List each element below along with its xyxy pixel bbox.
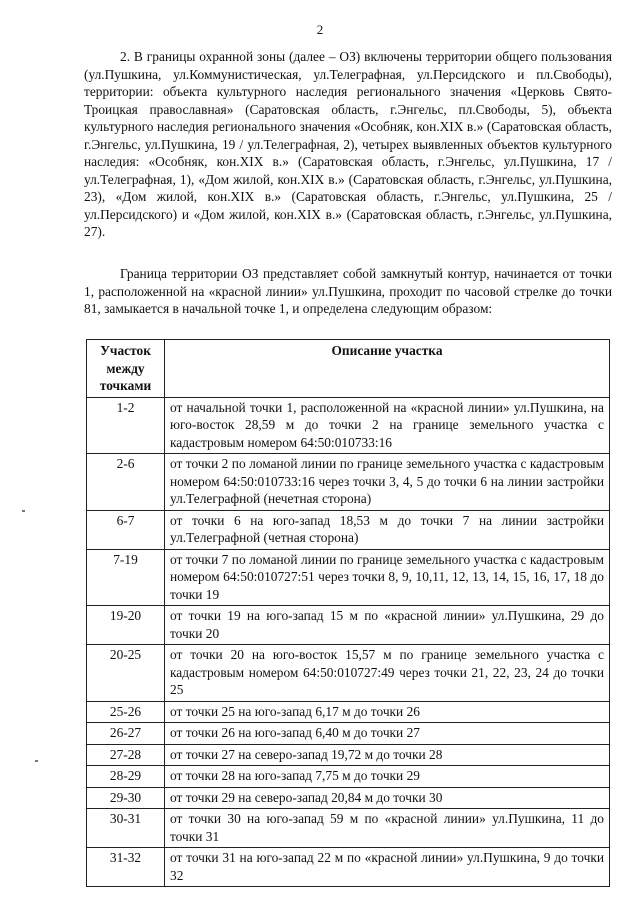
description-cell: от точки 7 по ломаной линии по границе земельного участка с кадастровым номером 64:50:010727:51 через точки 8, 9, 10,11, 12, 13, 14, 15, 16, 17, 18 до точки 19: [165, 549, 610, 606]
table-row: [87, 606, 610, 645]
segment-cell: 2-6: [87, 454, 165, 511]
table-row: [87, 723, 610, 745]
description-cell: от точки 19 на юго-запад 15 м по «красной линии» ул.Пушкина, 29 до точки 20: [165, 606, 610, 645]
paragraph-boundaries: 2. В границы охранной зоны (далее – ОЗ) включены территории общего пользования (ул.Пушкина, ул.Коммунистическая, ул.Телеграфная, ул.Персидского и пл.Свободы), территории: объекта культурного наследия регионального значения «Церковь Свято-Троицкая православная» (Саратовская область, г.Энгельс, пл.Свободы, 5), объекта культурного наследия регионального значения «Особняк, кон.XIX в.» (Саратовская область, г.Энгельс, ул.Пушкина, 19 / ул.Телеграфная, 2), четырех выявленных объектов культурного наследия: «Особняк, кон.XIX в.» (Саратовская область, г.Энгельс, ул.Пушкина, 17 / ул.Телеграфная, 1), «Дом жилой, кон.XIX в.» (Саратовская область, г.Энгельс, ул.Пушкина, 23), «Дом жилой, кон.XIX в.» (Саратовская область, г.Энгельс, ул.Пушкина, 25 / ул.Персидского) и «Дом жилой, кон.XIX в.» (Саратовская область, г.Энгельс, ул.Пушкина, 27).: [84, 49, 612, 239]
segment-cell: 6-7: [87, 510, 165, 549]
sections-table: [86, 339, 610, 887]
description-cell: от точки 20 на юго-восток 15,57 м по границе земельного участка с кадастровым номером 64:50:010727:49 через точки 21, 22, 23, 24 до точки 25: [165, 645, 610, 702]
table-row: [87, 510, 610, 549]
scan-mark: [35, 760, 38, 762]
description-cell: от точки 25 на юго-запад 6,17 м до точки 26: [165, 701, 610, 723]
segment-cell: 20-25: [87, 645, 165, 702]
page-number: 2: [316, 22, 324, 37]
description-cell: от точки 2 по ломаной линии по границе земельного участка с кадастровым номером 64:50:010733:16 через точки 3, 4, 5 до точки 6 на линии застройки ул.Телеграфной (нечетная сторона): [165, 454, 610, 511]
table-row: [87, 454, 610, 511]
description-cell: от точки 6 на юго-запад 18,53 м до точки 7 на линии застройки ул.Телеграфной (четная сторона): [165, 510, 610, 549]
table-row: [87, 848, 610, 887]
segment-cell: 28-29: [87, 766, 165, 788]
header-segment: Участок между точками: [87, 340, 165, 398]
description-cell: от точки 27 на северо-запад 19,72 м до точки 28: [165, 744, 610, 766]
segment-cell: 27-28: [87, 744, 165, 766]
description-cell: от точки 31 на юго-запад 22 м по «красной линии» ул.Пушкина, 9 до точки 32: [165, 848, 610, 887]
table-row: [87, 787, 610, 809]
segment-cell: 31-32: [87, 848, 165, 887]
segment-cell: 26-27: [87, 723, 165, 745]
description-cell: от точки 26 на юго-запад 6,40 м до точки 27: [165, 723, 610, 745]
segment-cell: 19-20: [87, 606, 165, 645]
segment-cell: 29-30: [87, 787, 165, 809]
scan-mark: [22, 510, 25, 512]
table-row: [87, 766, 610, 788]
description-cell: от точки 28 на юго-запад 7,75 м до точки 29: [165, 766, 610, 788]
table-row: [87, 397, 610, 454]
description-cell: от точки 29 на северо-запад 20,84 м до точки 30: [165, 787, 610, 809]
paragraph-contour: Граница территории ОЗ представляет собой замкнутый контур, начинается от точки 1, расположенной на «красной линии» ул.Пушкина, проходит по часовой стрелке до точки 81, замыкается в начальной точке 1, и определена следующим образом:: [84, 266, 612, 316]
table-row: [87, 645, 610, 702]
segment-cell: 7-19: [87, 549, 165, 606]
table-header-row: [87, 340, 610, 398]
segment-cell: 25-26: [87, 701, 165, 723]
table-row: [87, 701, 610, 723]
segment-cell: 1-2: [87, 397, 165, 454]
table-row: [87, 809, 610, 848]
table-row: [87, 549, 610, 606]
table-row: [87, 744, 610, 766]
description-cell: от точки 30 на юго-запад 59 м по «красной линии» ул.Пушкина, 11 до точки 31: [165, 809, 610, 848]
segment-cell: 30-31: [87, 809, 165, 848]
description-cell: от начальной точки 1, расположенной на «красной линии» ул.Пушкина, на юго-восток 28,59 м до точки 2 на границе земельного участка с кадастровым номером 64:50:010733:16: [165, 397, 610, 454]
header-description: Описание участка: [165, 340, 610, 398]
